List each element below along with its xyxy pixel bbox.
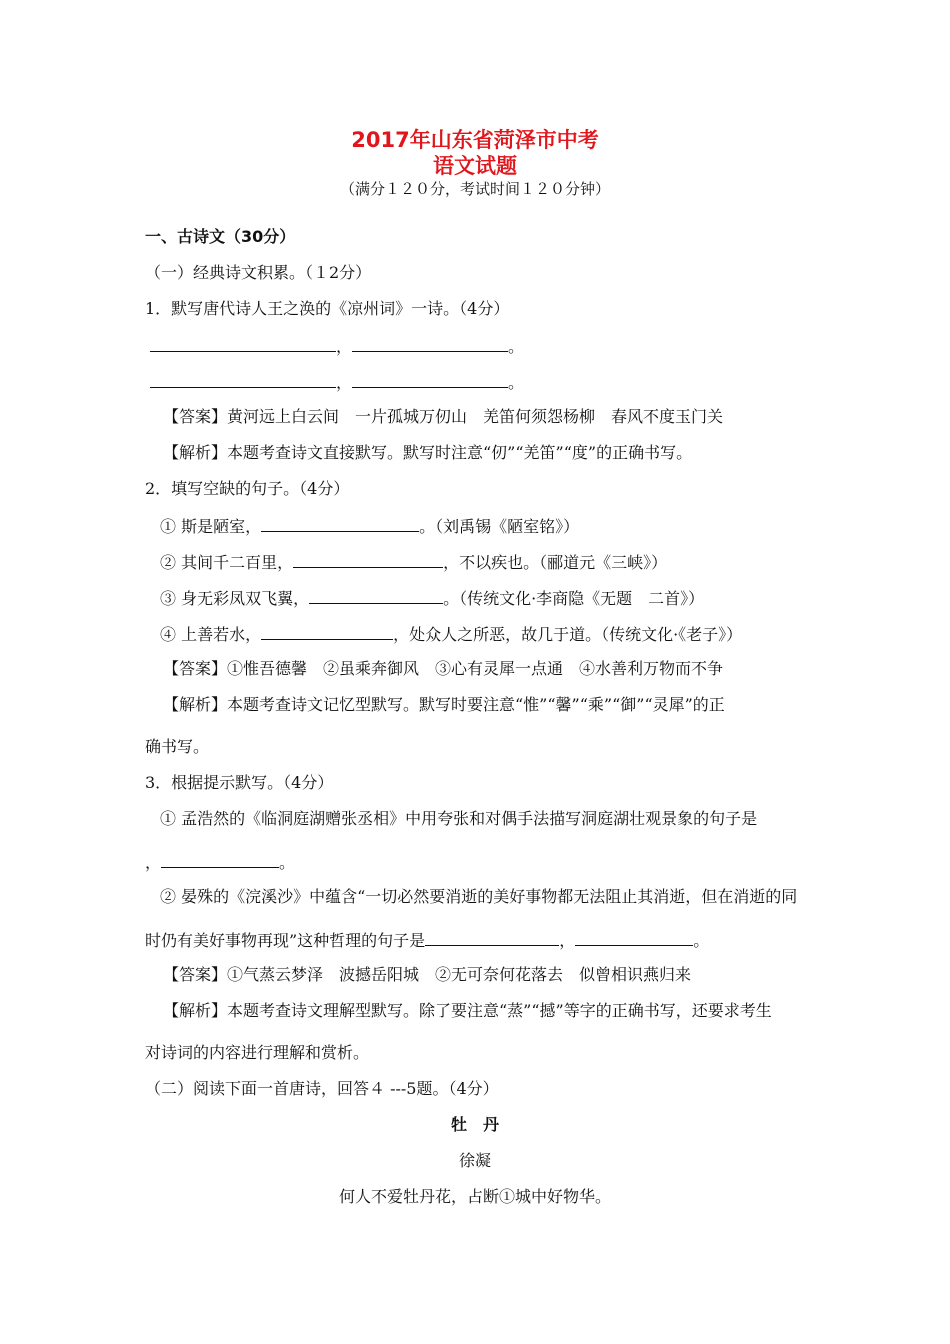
question-2-item-1: ① 斯是陋室， 。（刘禹锡《陋室铭》） <box>160 514 579 538</box>
answer-blank[interactable] <box>161 850 279 868</box>
question-1-blank-row-1: ， 。 <box>150 334 524 358</box>
question-2-item-4: ④ 上善若水， ，处众人之所恶，故几于道。（传统文化·《老子》） <box>160 622 742 646</box>
question-2-analysis-line-1: 【解析】本题考查诗文记忆型默写。默写时要注意“惟”“馨”“乘”“御”“灵犀”的正 <box>163 695 725 714</box>
question-3-prompt: 3．根据提示默写。（4分） <box>145 773 334 792</box>
question-1-blank-row-2: ， 。 <box>150 370 524 394</box>
question-3-item-1-text: ① 孟浩然的《临洞庭湖赠张丞相》中用夸张和对偶手法描写洞庭湖壮观景象的句子是 <box>160 809 758 828</box>
poem-title: 牡 丹 <box>450 1115 499 1134</box>
answer-blank[interactable] <box>293 550 443 568</box>
question-3-answer: 【答案】①气蒸云梦泽 波撼岳阳城 ②无可奈何花落去 似曾相识燕归来 <box>163 965 692 984</box>
section-heading: 一、古诗文（30分） <box>145 227 296 246</box>
question-3-item-1-blanks: ， 。 <box>145 850 295 874</box>
question-3-analysis-line-1: 【解析】本题考查诗文理解型默写。除了要注意“蒸”“撼”等字的正确书写，还要求考生 <box>163 1001 772 1020</box>
answer-blank[interactable] <box>425 928 559 946</box>
exam-subject-title: 语文试题 <box>433 154 517 178</box>
question-3-analysis-line-2: 对诗词的内容进行理解和赏析。 <box>145 1043 370 1062</box>
question-2-item-2: ② 其间千二百里， ，不以疾也。（郦道元《三峡》） <box>160 550 667 574</box>
exam-subtitle: （满分１２０分，考试时间１２０分钟） <box>339 180 610 198</box>
question-2-prompt: 2．填写空缺的句子。（4分） <box>145 479 350 498</box>
question-2-answer: 【答案】①惟吾德馨 ②虽乘奔御风 ③心有灵犀一点通 ④水善利万物而不争 <box>163 659 724 678</box>
question-2-item-3: ③ 身无彩凤双飞翼， 。（传统文化·李商隐《无题 二首》） <box>160 586 704 610</box>
question-1-prompt: 1．默写唐代诗人王之涣的《凉州词》一诗。（4分） <box>145 299 510 318</box>
answer-blank[interactable] <box>261 514 419 532</box>
question-3-item-2-blanks: 时仍有美好事物再现”这种哲理的句子是 ， 。 <box>145 928 709 952</box>
answer-blank[interactable] <box>352 334 508 352</box>
part-heading-2: （二）阅读下面一首唐诗，回答４ ---5题。（4分） <box>145 1079 499 1098</box>
answer-blank[interactable] <box>575 928 693 946</box>
question-3-item-2-text: ② 晏殊的《浣溪沙》中蕴含“一切必然要消逝的美好事物都无法阻止其消逝，但在消逝的同 <box>160 887 798 906</box>
answer-blank[interactable] <box>352 370 508 388</box>
answer-blank[interactable] <box>309 586 443 604</box>
part-heading-1: （一）经典诗文积累。（１2分） <box>145 263 372 282</box>
answer-blank[interactable] <box>150 334 336 352</box>
question-2-analysis-line-2: 确书写。 <box>145 737 210 756</box>
question-1-analysis: 【解析】本题考查诗文直接默写。默写时注意“仞”“羌笛”“度”的正确书写。 <box>163 443 693 462</box>
poem-author: 徐凝 <box>458 1151 491 1170</box>
answer-blank[interactable] <box>261 622 393 640</box>
answer-blank[interactable] <box>150 370 336 388</box>
question-1-answer: 【答案】黄河远上白云间 一片孤城万仞山 羌笛何须怨杨柳 春风不度玉门关 <box>163 407 724 426</box>
poem-line-1: 何人不爱牡丹花，占断①城中好物华。 <box>338 1187 611 1206</box>
exam-title: 2017年山东省菏泽市中考 <box>351 128 599 152</box>
